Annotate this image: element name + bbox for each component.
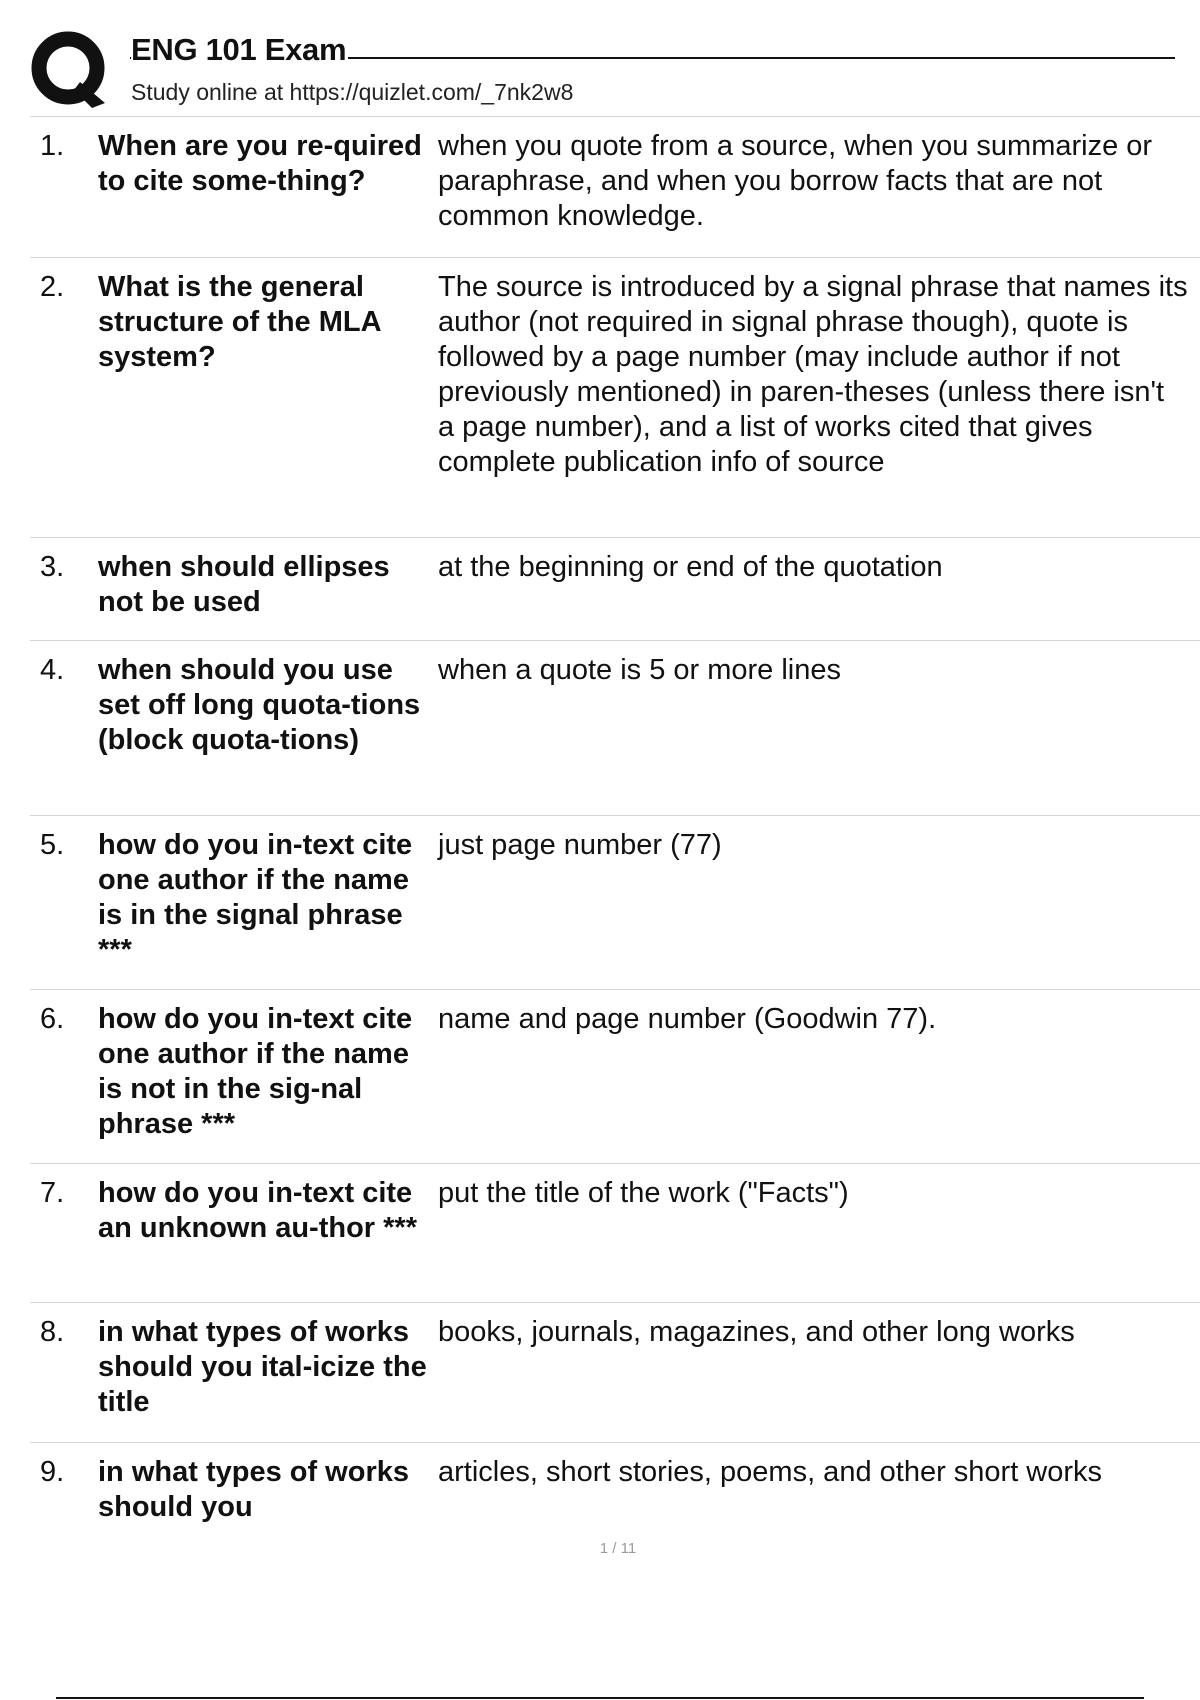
card-definition: The source is introduced by a signal phrase that names its author (not required in signal phrase though), quote is followed by a page number (may include author if not previously mentioned) in paren-theses (unless there isn't a page number), and a list of works cited that gives complete publication info of source [438,271,1188,478]
flashcard-row [30,1303,1200,1443]
card-term: when should ellipses not be used [98,551,390,618]
card-number: 2. [40,271,65,303]
flashcard-row [30,538,1200,641]
document-header [30,30,1140,116]
document-title: ENG 101 Exam [131,32,347,67]
flashcard-row [30,117,1200,258]
card-definition: when a quote is 5 or more lines [438,654,841,686]
card-definition: at the beginning or end of the quotation [438,551,943,583]
card-definition: name and page number (Goodwin 77). [438,1003,937,1035]
card-term: What is the general structure of the MLA system? [98,271,381,373]
card-term: in what types of works should you [98,1456,409,1523]
study-online-link-text: Study online at https://quizlet.com/_7nk2w8 [131,79,574,105]
card-term: how do you in-text cite an unknown au-thor *** [98,1177,417,1244]
card-definition: just page number (77) [438,829,722,861]
card-definition: books, journals, magazines, and other long works [438,1316,1075,1348]
card-term: in what types of works should you ital-icize the title [98,1316,427,1418]
flashcard-row [30,641,1200,816]
card-number: 5. [40,829,65,861]
quizlet-q-logo-icon [30,30,110,110]
flashcard-row [30,1164,1200,1303]
card-number: 4. [40,654,65,686]
card-number: 7. [40,1177,65,1209]
footer-rule [56,1697,1144,1699]
card-number: 6. [40,1003,65,1035]
card-number: 9. [40,1456,65,1488]
flashcard-row [30,1443,1200,1545]
card-definition: put the title of the work ("Facts") [438,1177,849,1209]
flashcard-row [30,816,1200,990]
card-term: how do you in-text cite one author if the name is in the signal phrase *** [98,829,413,966]
card-term: When are you re-quired to cite some-thing? [98,130,422,197]
card-number: 1. [40,130,65,162]
flashcard-row [30,990,1200,1164]
page-number: 1 / 11 [599,1540,637,1557]
card-term: when should you use set off long quota-tions (block quota-tions) [98,654,421,756]
card-definition: articles, short stories, poems, and other short works [438,1456,1103,1488]
card-number: 8. [40,1316,65,1348]
card-number: 3. [40,551,65,583]
flashcard-list [30,116,1200,1545]
card-definition: when you quote from a source, when you summarize or paraphrase, and when you borrow facts that are not common knowledge. [438,130,1153,232]
flashcard-row [30,258,1200,538]
card-term: how do you in-text cite one author if the name is not in the sig-nal phrase *** [98,1003,413,1140]
